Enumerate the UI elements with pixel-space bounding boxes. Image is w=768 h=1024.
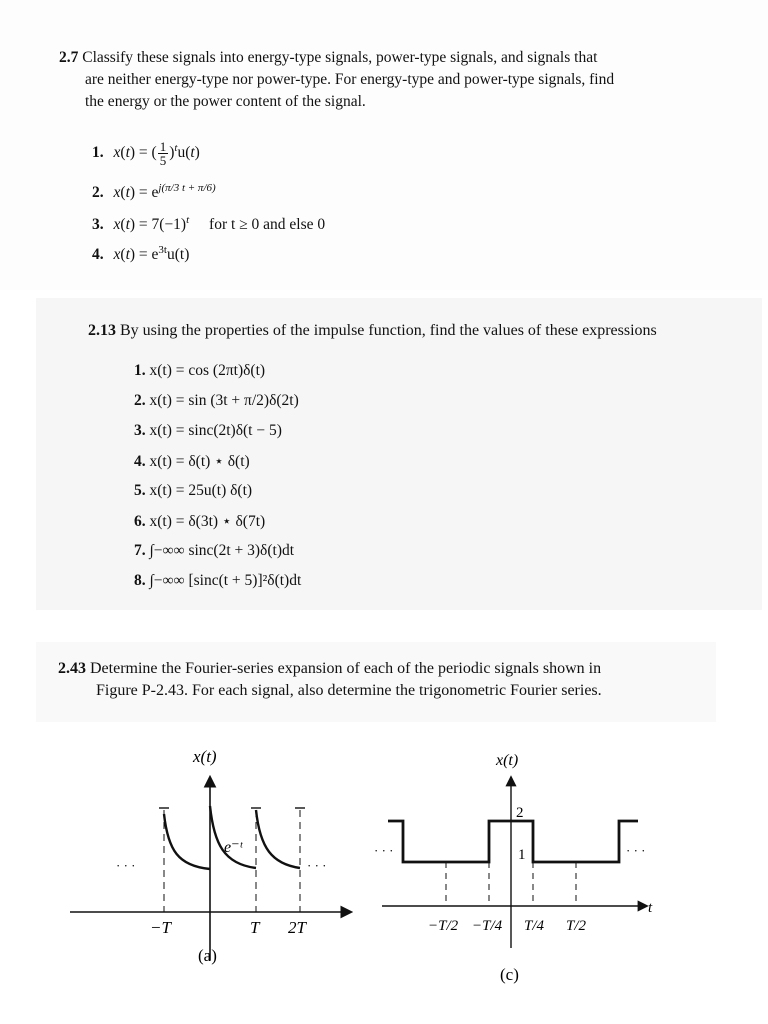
y-axis-label: x(t) xyxy=(496,752,519,769)
problem-2-43 xyxy=(36,642,716,722)
level-label-high: 2 xyxy=(516,805,524,821)
problem-2-7 xyxy=(0,0,768,290)
curve-label: e⁻ᵗ xyxy=(224,839,243,856)
problem-text: By using the properties of the impulse function, find the values of these expressions xyxy=(120,322,657,339)
list-item xyxy=(134,572,301,590)
exponent: j(π/3 t + π/6) xyxy=(158,182,216,194)
item-number: 7. xyxy=(134,542,146,559)
fraction xyxy=(158,140,169,167)
exponent: t xyxy=(186,214,190,226)
item-expr: ∫−∞∞ [sinc(t + 5)]²δ(t)dt xyxy=(149,572,302,589)
list-item xyxy=(134,362,265,380)
list-item xyxy=(134,422,282,440)
figure-caption: (c) xyxy=(500,965,519,984)
problem-number: 2.43 xyxy=(58,660,86,677)
list-item xyxy=(134,512,265,531)
expr-rhs: u(t) xyxy=(166,246,190,264)
decay-curve xyxy=(256,810,300,868)
item-expr: ∫−∞∞ sinc(2t + 3)δ(t)dt xyxy=(149,542,295,559)
list-item: 3. $x(t) = 7(-1)^t$ for t ≥ 0 and else 0 xyxy=(92,214,326,234)
item-number: 2. xyxy=(92,184,104,202)
item-expr: x(t) = cos (2πt)δ(t) xyxy=(149,362,266,379)
tick-label: 2T xyxy=(288,918,306,937)
item-expr: x(t) = δ(3t) ⋆ δ(7t) xyxy=(149,513,266,530)
x-axis-label: t xyxy=(648,900,653,916)
frac-num: 1 xyxy=(159,139,167,154)
item-number: 4. xyxy=(134,453,146,470)
item-number: 3. xyxy=(92,216,104,234)
decay-curve xyxy=(164,814,210,869)
item-number: 5. xyxy=(134,482,146,499)
problem-2-13-line xyxy=(88,320,657,342)
figure-caption: (a) xyxy=(198,946,217,965)
item-expr: x(t) = sinc(2t)δ(t − 5) xyxy=(149,422,282,439)
item-number: 6. xyxy=(134,513,146,530)
square-wave xyxy=(388,821,638,862)
frac-den: 5 xyxy=(159,153,167,168)
item-expr: x(t) = 25u(t) δ(t) xyxy=(149,482,253,499)
item-expr: x(t) = δ(t) ⋆ δ(t) xyxy=(149,453,250,470)
problem-text: Determine the Fourier-series expansion of each of the periodic signals shown in xyxy=(90,660,602,677)
ellipsis-right: · · · xyxy=(307,858,327,873)
exponent: 3t xyxy=(158,244,167,256)
list-item: 2. $x(t) = e^{j(\pi/3 t + \pi/6)}$ xyxy=(92,182,216,202)
list-item xyxy=(134,482,252,500)
problem-2-43-line2: Figure P-2.43. For each signal, also determine the trigonometric Fourier series. xyxy=(96,682,602,699)
figure-a xyxy=(60,740,360,970)
item-number: 1. xyxy=(134,362,146,379)
problem-2-7-line2: are neither energy-type nor power-type. For energy-type and power-type signals, find xyxy=(85,71,615,88)
item-number: 2. xyxy=(134,392,146,409)
tick-label: T/4 xyxy=(524,918,545,934)
tick-label: −T xyxy=(150,918,171,937)
list-item xyxy=(134,542,294,560)
problem-2-7-line1 xyxy=(59,47,597,69)
list-item xyxy=(134,452,250,471)
level-label-low: 1 xyxy=(518,847,526,863)
item-number: 3. xyxy=(134,422,146,439)
ellipsis-left: · · · xyxy=(116,858,136,873)
list-item: 1. x(t) = ( $\frac{1}{5}$ )$^t$u(t) xyxy=(92,139,200,168)
tick-label: −T/4 xyxy=(472,918,503,934)
problem-2-43-line1 xyxy=(58,658,601,680)
problem-number: 2.7 xyxy=(59,49,79,66)
figure-c xyxy=(368,740,668,990)
problem-2-7-line3: the energy or the power content of the signal. xyxy=(85,93,366,110)
ellipsis-right: · · · xyxy=(626,843,646,858)
item-expr: x(t) = sin (3t + π/2)δ(2t) xyxy=(149,392,299,409)
item-number: 8. xyxy=(134,572,146,589)
tick-label: T/2 xyxy=(566,918,587,934)
y-axis-label: x(t) xyxy=(193,747,217,766)
item-number: 4. xyxy=(92,246,104,264)
condition-text: for t ≥ 0 and else 0 xyxy=(209,216,326,234)
tick-label: T xyxy=(250,918,260,937)
list-item xyxy=(134,392,299,410)
decay-curve xyxy=(210,806,256,868)
problem-text: Classify these signals into energy-type signals, power-type signals, and signals that xyxy=(82,49,598,66)
tick-label: −T/2 xyxy=(428,918,459,934)
item-number: 1. xyxy=(92,144,104,162)
problem-2-13 xyxy=(36,298,762,610)
ellipsis-left: · · · xyxy=(374,843,394,858)
list-item: 4. $x(t) = e^{3t}u(t)$ xyxy=(92,244,190,264)
problem-number: 2.13 xyxy=(88,322,116,339)
